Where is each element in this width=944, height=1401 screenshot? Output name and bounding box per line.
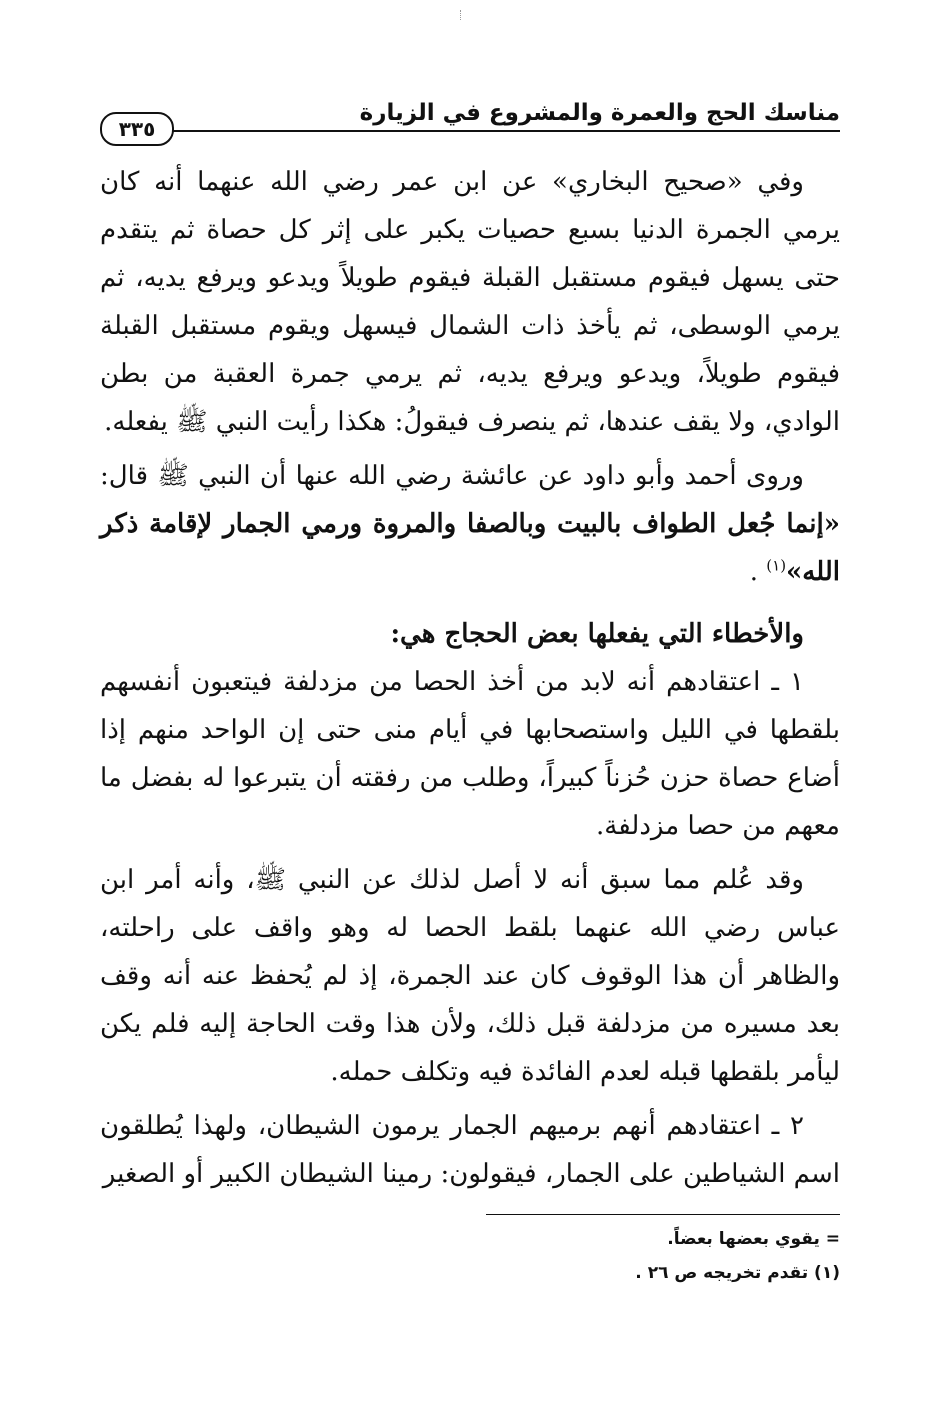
- paragraph-aisha: [100, 452, 840, 596]
- footnote-ref: (١): [766, 556, 787, 575]
- section-heading: والأخطاء التي يفعلها بعض الحجاج هي:: [390, 619, 804, 649]
- scan-mark: [460, 10, 462, 20]
- footnotes: [100, 1222, 840, 1290]
- paragraph-bukhari: وفي «صحيح البخاري» عن ابن عمر رضي الله عنهما أنه كان يرمي الجمرة الدنيا بسبع حصيات يكبر على إثر كل حصاة ثم يتقدم حتى يسهل فيقوم مستقبل القبلة فيقوم طويلاً ويدعو ويرفع يديه، ثم يرمي الوسطى، ثم يأخذ ذات الشمال فيسهل ويقوم مستقبل القبلة فيقوم طويلاً، ويدعو ويرفع يديه، ثم يرمي جمرة العقبة من بطن الوادي، ولا يقف عندها، ثم ينصرف فيقولُ: هكذا رأيت النبي ﷺ يفعله.: [100, 167, 840, 437]
- running-header: [100, 96, 840, 140]
- paragraph-error-2: ٢ ـ اعتقادهم أنهم برميهم الجمار يرمون الشيطان، ولهذا يُطلقون اسم الشياطين على الجمار، فيقولون: رمينا الشيطان الكبير أو الصغير: [100, 1111, 840, 1189]
- header-rule: [162, 130, 840, 132]
- paragraph-explanation: وقد عُلم مما سبق أنه لا أصل لذلك عن النبي ﷺ، وأنه أمر ابن عباس رضي الله عنهما بلقط الحصا له وهو واقف على راحلته، والظاهر أن هذا الوقوف كان عند الجمرة، إذ لم يُحفظ عنه أنه وقف بعد مسيره من مزدلفة قبل ذلك، ولأن هذا وقت الحاجة إليه فلم يكن ليأمر بلقطها قبله لعدم الفائدة فيه وتكلف حمله.: [100, 865, 840, 1087]
- footnote-rule: [486, 1214, 840, 1215]
- footnote-1: (١) تقدم تخريجه ص ٢٦ .: [635, 1263, 840, 1283]
- hadith-quote: «إنما جُعل الطواف بالبيت وبالصفا والمروة ورمي الجمار لإقامة ذكر الله»: [100, 509, 840, 587]
- paragraph-aisha-end: .: [749, 557, 758, 587]
- header-title: مناسك الحج والعمرة والمشروع في الزيارة: [359, 100, 840, 126]
- page-number: ٣٣٥: [100, 112, 174, 146]
- paragraph-aisha-intro: وروى أحمد وأبو داود عن عائشة رضي الله عنها أن النبي ﷺ قال:: [100, 461, 804, 491]
- footnote-continued: = يقوي بعضها بعضاً.: [667, 1229, 840, 1249]
- paragraph-error-1: ١ ـ اعتقادهم أنه لابد من أخذ الحصا من مزدلفة فيتعبون أنفسهم بلقطها في الليل واستصحابها في أيام منى حتى إن الواحد منهم إذا أضاع حصاة حزن حُزناً كبيراً، وطلب من رفقته أن يتبرعوا له بفضل ما معهم من حصا مزدلفة.: [100, 667, 840, 841]
- main-text: [100, 158, 840, 1198]
